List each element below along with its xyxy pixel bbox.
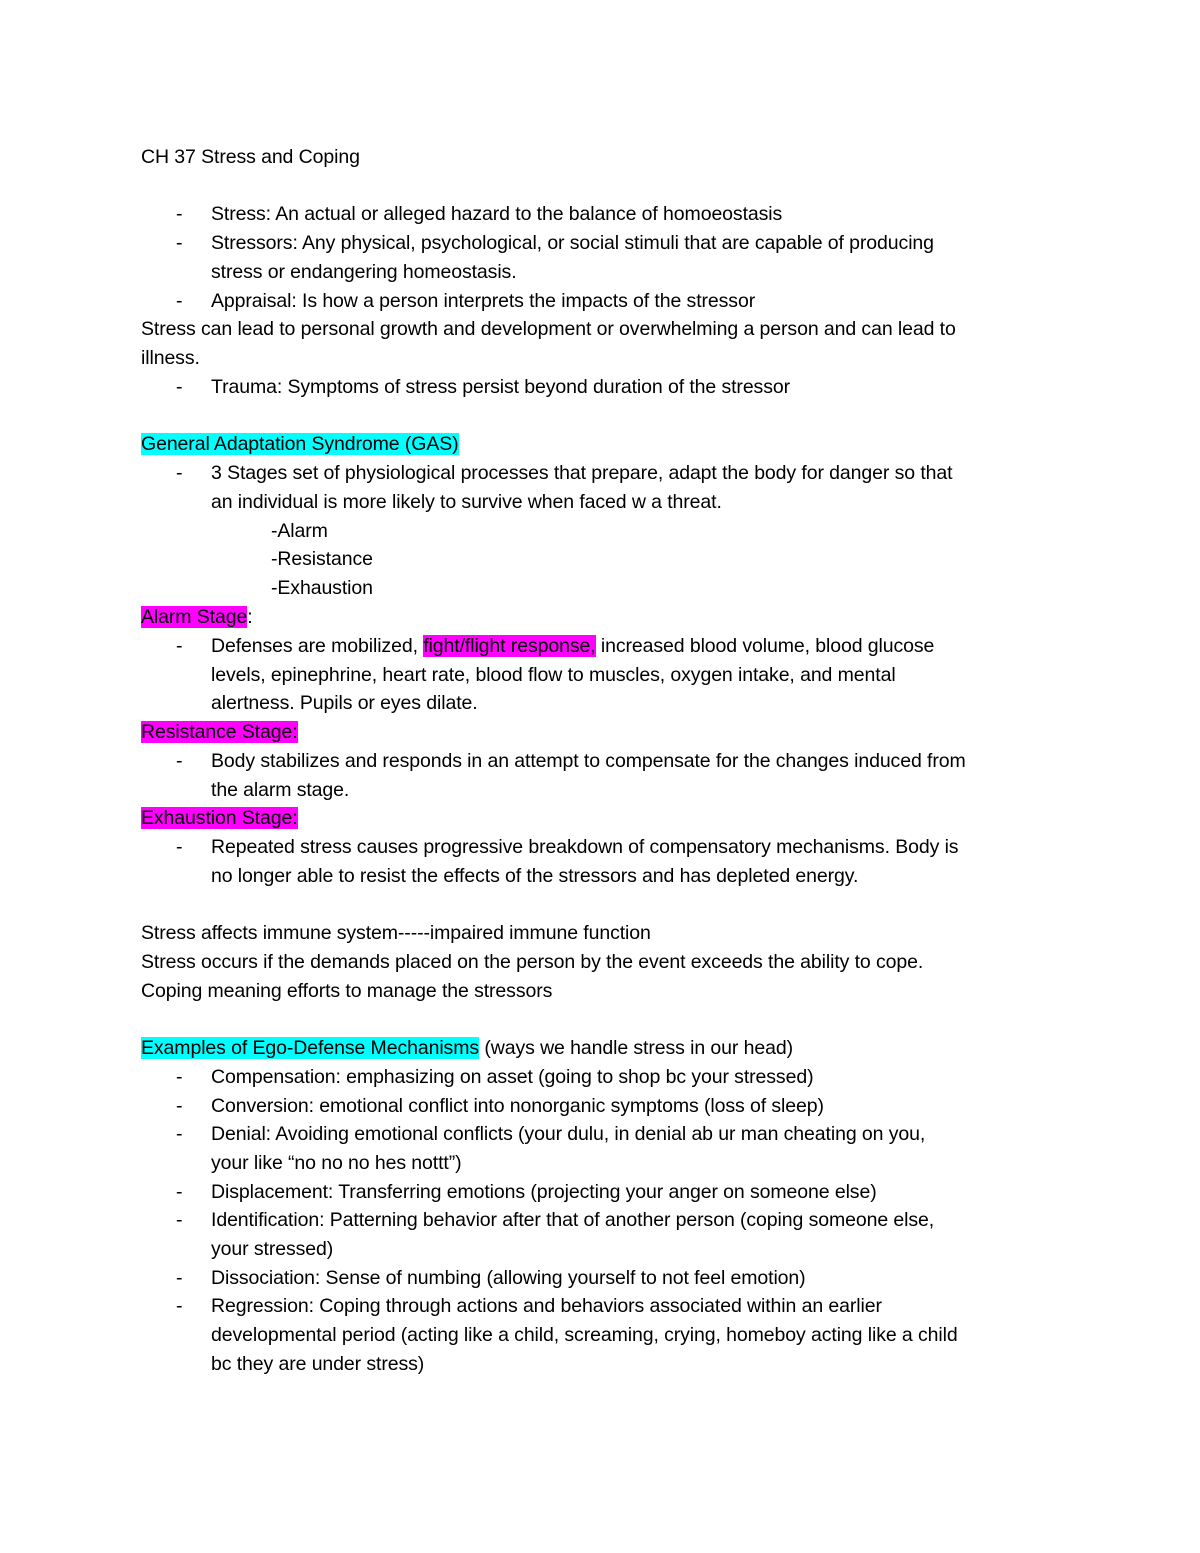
bullet-dash: -: [176, 376, 183, 398]
bullet-dash: -: [176, 635, 183, 657]
ego-defense-heading: [141, 1034, 793, 1062]
page-title: CH 37 Stress and Coping: [141, 146, 360, 168]
stressors-definition-line-2: stress or endangering homeostasis.: [211, 261, 517, 283]
alarm-stage-colon: :: [247, 606, 253, 628]
bullet-dash: -: [176, 1267, 183, 1289]
regression-item-line-1: Regression: Coping through actions and behaviors associated within an earlier: [211, 1295, 882, 1317]
stress-definition: Stress: An actual or alleged hazard to the balance of homoeostasis: [211, 203, 783, 225]
bullet-dash: -: [176, 836, 183, 858]
resistance-stage-heading: [141, 718, 298, 746]
growth-paragraph-line-1: Stress can lead to personal growth and development or overwhelming a person and can lead to: [141, 318, 956, 340]
bullet-dash: -: [176, 1181, 183, 1203]
growth-paragraph-line-2: illness.: [141, 347, 200, 369]
alarm-line-3: alertness. Pupils or eyes dilate.: [211, 692, 478, 714]
bullet-dash: -: [176, 232, 183, 254]
resistance-stage-heading-text: Resistance Stage:: [141, 721, 298, 743]
exhaustion-line-1: Repeated stress causes progressive breakdown of compensatory mechanisms. Body is: [211, 836, 959, 858]
compensation-item: Compensation: emphasizing on asset (going to shop bc your stressed): [211, 1066, 814, 1088]
regression-item-line-3: bc they are under stress): [211, 1353, 425, 1375]
gas-heading-text: General Adaptation Syndrome (GAS): [141, 433, 459, 455]
gas-heading: [141, 430, 459, 458]
trauma-definition: Trauma: Symptoms of stress persist beyond duration of the stressor: [211, 376, 791, 398]
resistance-line-1: Body stabilizes and responds in an attempt to compensate for the changes induced from: [211, 750, 966, 772]
identification-item-line-1: Identification: Patterning behavior after that of another person (coping someone else,: [211, 1209, 935, 1231]
exhaustion-stage-heading: [141, 804, 298, 832]
alarm-line-1: [211, 632, 934, 660]
displacement-item: Displacement: Transferring emotions (projecting your anger on someone else): [211, 1181, 877, 1203]
note-demands: Stress occurs if the demands placed on the person by the event exceeds the ability to cope.: [141, 951, 924, 973]
bullet-dash: -: [176, 203, 183, 225]
note-immune: Stress affects immune system-----impaired immune function: [141, 922, 651, 944]
dissociation-item: Dissociation: Sense of numbing (allowing yourself to not feel emotion): [211, 1267, 806, 1289]
denial-item-line-2: your like “no no no hes nottt”): [211, 1152, 462, 1174]
note-coping: Coping meaning efforts to manage the stressors: [141, 980, 553, 1002]
identification-item-line-2: your stressed): [211, 1238, 334, 1260]
exhaustion-stage-heading-text: Exhaustion Stage:: [141, 807, 298, 829]
alarm-stage-heading-text: Alarm Stage: [141, 606, 248, 628]
bullet-dash: -: [176, 290, 183, 312]
gas-stage-resistance: -Resistance: [271, 548, 373, 570]
gas-stage-exhaustion: -Exhaustion: [271, 577, 373, 599]
bullet-dash: -: [176, 462, 183, 484]
bullet-dash: -: [176, 1295, 183, 1317]
bullet-dash: -: [176, 1123, 183, 1145]
ego-defense-heading-text: Examples of Ego-Defense Mechanisms: [141, 1037, 480, 1059]
alarm-line-1-pre: Defenses are mobilized,: [211, 635, 424, 657]
alarm-line-1-post: increased blood volume, blood glucose: [595, 635, 935, 657]
regression-item-line-2: developmental period (acting like a child, screaming, crying, homeboy acting like a child: [211, 1324, 958, 1346]
bullet-dash: -: [176, 750, 183, 772]
ego-defense-heading-note: (ways we handle stress in our head): [479, 1037, 793, 1059]
conversion-item: Conversion: emotional conflict into nonorganic symptoms (loss of sleep): [211, 1095, 824, 1117]
alarm-line-2: levels, epinephrine, heart rate, blood flow to muscles, oxygen intake, and mental: [211, 664, 896, 686]
bullet-dash: -: [176, 1209, 183, 1231]
stressors-definition-line-1: Stressors: Any physical, psychological, or social stimuli that are capable of producing: [211, 232, 934, 254]
fight-flight-highlight: fight/flight response,: [423, 635, 596, 657]
alarm-stage-heading: [141, 603, 253, 631]
gas-description-line-1: 3 Stages set of physiological processes that prepare, adapt the body for danger so that: [211, 462, 953, 484]
resistance-line-2: the alarm stage.: [211, 779, 350, 801]
denial-item-line-1: Denial: Avoiding emotional conflicts (your dulu, in denial ab ur man cheating on you,: [211, 1123, 926, 1145]
appraisal-definition: Appraisal: Is how a person interprets the impacts of the stressor: [211, 290, 756, 312]
gas-description-line-2: an individual is more likely to survive when faced w a threat.: [211, 491, 722, 513]
bullet-dash: -: [176, 1066, 183, 1088]
gas-stage-alarm: -Alarm: [271, 520, 328, 542]
exhaustion-line-2: no longer able to resist the effects of the stressors and has depleted energy.: [211, 865, 859, 887]
bullet-dash: -: [176, 1095, 183, 1117]
